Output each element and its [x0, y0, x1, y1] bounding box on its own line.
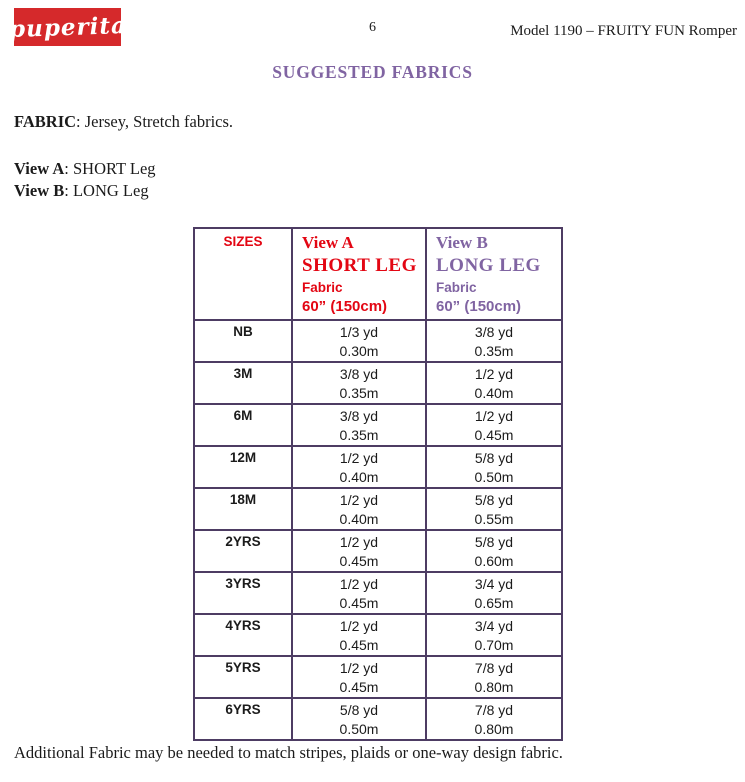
view-a-m: 0.35m — [339, 385, 379, 401]
view-b-header-width: 60” (150cm) — [436, 298, 522, 315]
view-b-header-title: View B — [436, 233, 488, 252]
table-row — [194, 404, 562, 446]
view-a-m: 0.45m — [339, 637, 379, 653]
view-a-value — [292, 404, 426, 446]
view-b-value — [426, 530, 562, 572]
view-b-value — [426, 404, 562, 446]
view-b-value — [426, 362, 562, 404]
table-row — [194, 446, 562, 488]
table-row — [194, 362, 562, 404]
view-a-value — [292, 656, 426, 698]
table-row — [194, 572, 562, 614]
view-a-column-header — [292, 228, 426, 320]
view-b-m: 0.50m — [474, 469, 514, 485]
view-b-yd: 5/8 yd — [474, 450, 514, 466]
view-a-yd: 3/8 yd — [339, 366, 379, 382]
view-a-value — [292, 572, 426, 614]
view-a-header-width: 60” (150cm) — [302, 298, 388, 315]
fabric-text: : Jersey, Stretch fabrics. — [76, 112, 234, 131]
view-a-yd: 1/2 yd — [339, 492, 379, 508]
view-b-value — [426, 614, 562, 656]
fabric-label: FABRIC — [14, 112, 77, 131]
page-number: 6 — [369, 20, 376, 35]
fabric-requirements-table — [193, 227, 563, 741]
view-b-yd: 7/8 yd — [474, 660, 514, 676]
size-label: 6M — [194, 404, 292, 446]
view-b-yd: 3/8 yd — [474, 324, 514, 340]
size-label: 5YRS — [194, 656, 292, 698]
view-a-yd: 1/3 yd — [339, 324, 379, 340]
view-a-m: 0.40m — [339, 469, 379, 485]
view-b-m: 0.80m — [474, 679, 514, 695]
size-label: 2YRS — [194, 530, 292, 572]
view-b-yd: 5/8 yd — [474, 534, 514, 550]
view-a-text: : SHORT Leg — [64, 159, 156, 178]
view-a-m: 0.45m — [339, 553, 379, 569]
view-b-value — [426, 320, 562, 362]
view-a-m: 0.40m — [339, 511, 379, 527]
view-b-line — [14, 180, 156, 202]
view-a-m: 0.50m — [339, 721, 379, 737]
view-b-m: 0.40m — [474, 385, 514, 401]
size-label: 18M — [194, 488, 292, 530]
view-b-m: 0.80m — [474, 721, 514, 737]
view-a-yd: 1/2 yd — [339, 618, 379, 634]
size-label: 3M — [194, 362, 292, 404]
view-b-yd: 1/2 yd — [474, 366, 514, 382]
view-b-m: 0.45m — [474, 427, 514, 443]
view-b-header-subtitle: LONG LEG — [436, 255, 541, 276]
view-b-text: : LONG Leg — [64, 181, 149, 200]
view-a-header-fabric: Fabric — [302, 280, 343, 295]
view-a-value — [292, 614, 426, 656]
view-b-yd: 5/8 yd — [474, 492, 514, 508]
view-a-m: 0.30m — [339, 343, 379, 359]
view-b-yd: 3/4 yd — [474, 576, 514, 592]
view-b-value — [426, 656, 562, 698]
view-b-yd: 7/8 yd — [474, 702, 514, 718]
table-header-row — [194, 228, 562, 320]
view-b-value — [426, 698, 562, 740]
view-a-yd: 1/2 yd — [339, 534, 379, 550]
size-label: NB — [194, 320, 292, 362]
view-a-yd: 5/8 yd — [339, 702, 379, 718]
view-b-m: 0.65m — [474, 595, 514, 611]
view-a-yd: 3/8 yd — [339, 408, 379, 424]
table-row — [194, 614, 562, 656]
view-a-yd: 1/2 yd — [339, 576, 379, 592]
document-title: Model 1190 – FRUITY FUN Romper — [510, 23, 737, 39]
logo-text: puperita — [8, 11, 127, 43]
view-a-value — [292, 530, 426, 572]
view-b-column-header — [426, 228, 562, 320]
sizes-column-header: SIZES — [194, 228, 292, 320]
view-a-m: 0.45m — [339, 595, 379, 611]
view-b-m: 0.55m — [474, 511, 514, 527]
fabric-line — [14, 112, 233, 132]
view-b-value — [426, 488, 562, 530]
size-label: 3YRS — [194, 572, 292, 614]
size-label: 12M — [194, 446, 292, 488]
view-b-m: 0.35m — [474, 343, 514, 359]
table-row — [194, 488, 562, 530]
view-a-yd: 1/2 yd — [339, 660, 379, 676]
view-b-yd: 1/2 yd — [474, 408, 514, 424]
table-row — [194, 698, 562, 740]
additional-fabric-note: Additional Fabric may be needed to match stripes, plaids or one-way design fabric. — [14, 743, 563, 762]
view-a-line — [14, 158, 156, 180]
view-a-header-title: View A — [302, 233, 354, 252]
view-a-m: 0.45m — [339, 679, 379, 695]
table-row — [194, 320, 562, 362]
view-a-m: 0.35m — [339, 427, 379, 443]
view-b-header-fabric: Fabric — [436, 280, 477, 295]
view-a-value — [292, 362, 426, 404]
view-a-yd: 1/2 yd — [339, 450, 379, 466]
view-a-value — [292, 320, 426, 362]
view-a-value — [292, 488, 426, 530]
view-b-value — [426, 572, 562, 614]
size-label: 4YRS — [194, 614, 292, 656]
section-title: SUGGESTED FABRICS — [272, 62, 473, 82]
view-b-label: View B — [14, 181, 65, 200]
view-b-m: 0.70m — [474, 637, 514, 653]
size-label: 6YRS — [194, 698, 292, 740]
view-a-label: View A — [14, 159, 65, 178]
view-b-yd: 3/4 yd — [474, 618, 514, 634]
view-a-value — [292, 446, 426, 488]
table-row — [194, 530, 562, 572]
view-a-header-subtitle: SHORT LEG — [302, 255, 417, 276]
table-row — [194, 656, 562, 698]
view-b-value — [426, 446, 562, 488]
view-a-value — [292, 698, 426, 740]
view-lines — [14, 158, 156, 202]
view-b-m: 0.60m — [474, 553, 514, 569]
